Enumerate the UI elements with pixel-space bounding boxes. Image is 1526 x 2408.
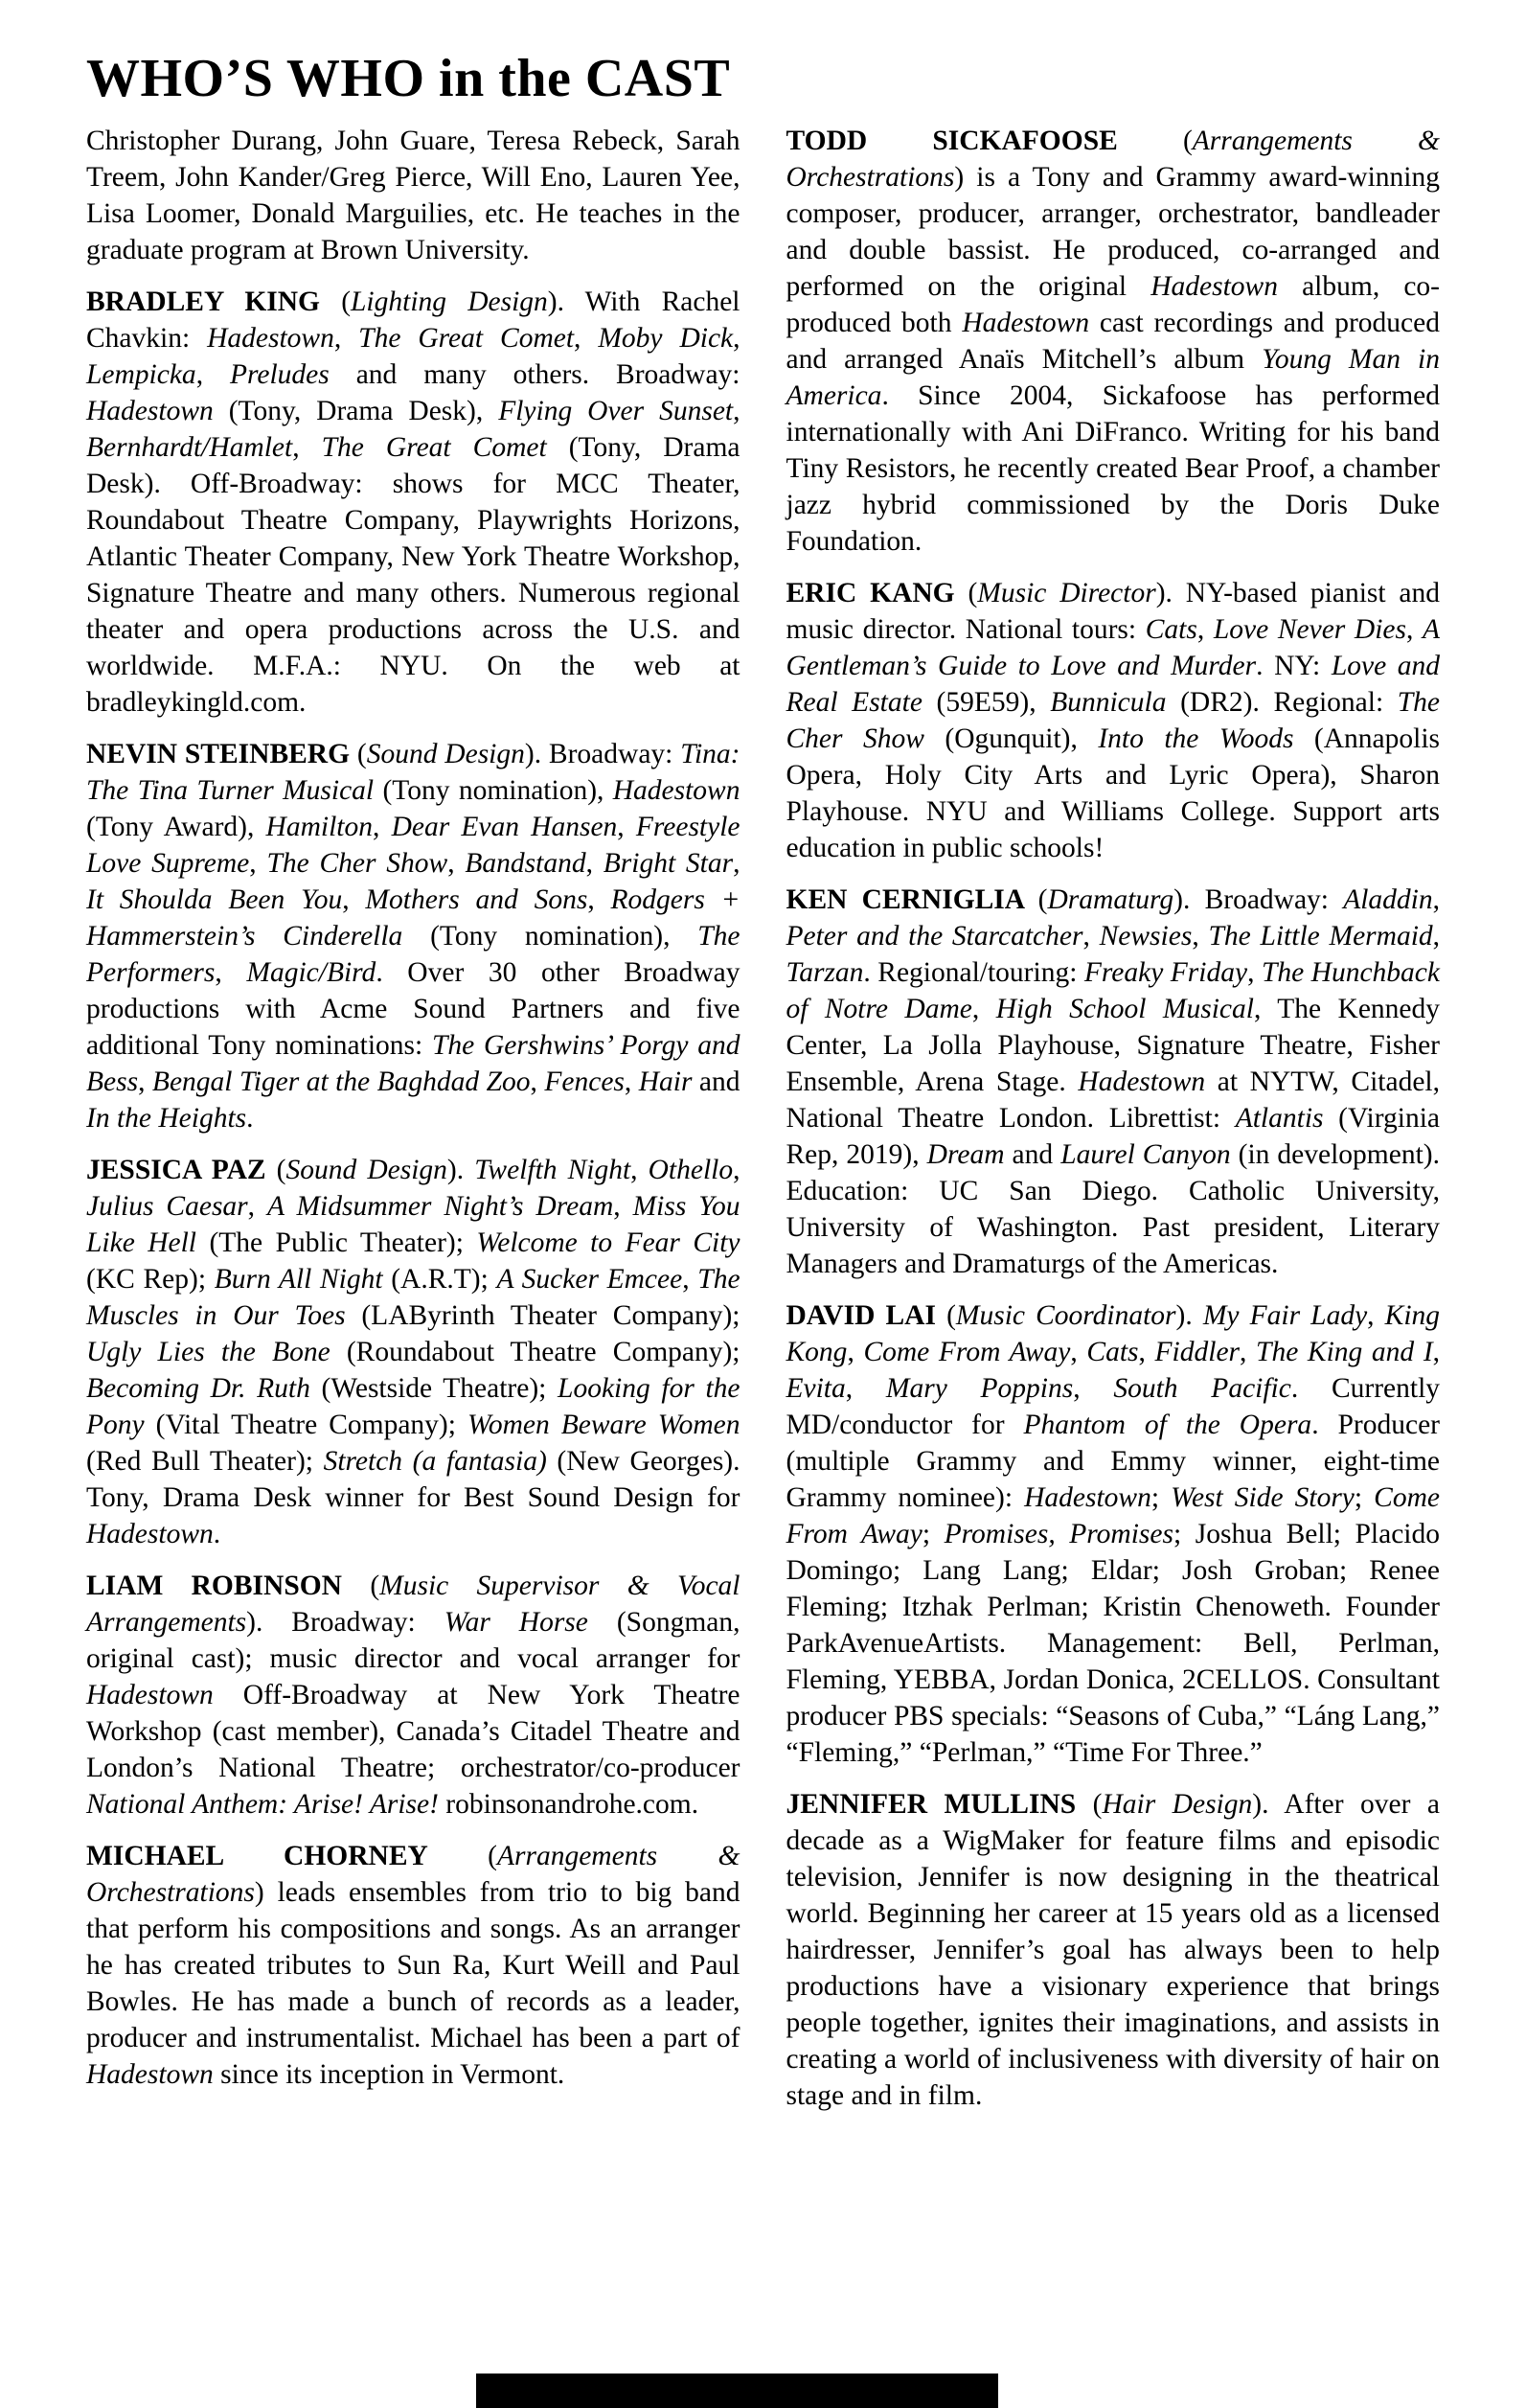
bio-text: , bbox=[1432, 884, 1440, 915]
work-title: Women Beware Women bbox=[467, 1410, 740, 1440]
work-title: Newsies bbox=[1099, 921, 1193, 952]
bio-paragraph bbox=[786, 123, 1441, 560]
bio-text: (Songman, original cast); music director and vocal arranger for bbox=[86, 1607, 740, 1674]
work-title: Aladdin bbox=[1343, 884, 1433, 915]
bio-text: and many others. Broadway: bbox=[329, 359, 740, 390]
bio-text: at NYTW, Citadel, National Theatre London. Librettist: bbox=[786, 1066, 1440, 1134]
bio-text: , bbox=[613, 1191, 633, 1222]
bio-text: ). bbox=[446, 1155, 475, 1185]
bio-text: , bbox=[138, 1066, 152, 1097]
bio-text: (DR2). Regional: bbox=[1166, 687, 1398, 718]
bio-text: , bbox=[1073, 1373, 1114, 1404]
bio-text: ). Broadway: bbox=[1173, 884, 1344, 915]
bio-text: . Producer (multiple Grammy and Emmy winner, eight-time Grammy nominee): bbox=[786, 1410, 1440, 1513]
bio-paragraph bbox=[786, 1297, 1441, 1771]
bio-text: (Virginia Rep, 2019), bbox=[786, 1103, 1440, 1170]
work-title: Hair Design bbox=[1102, 1789, 1253, 1820]
bio-text: (Roundabout Theatre Company); bbox=[330, 1337, 740, 1367]
work-title: Hadestown bbox=[86, 1519, 214, 1549]
work-title: The Gershwins’ Porgy and Bess bbox=[86, 1030, 740, 1097]
bio-text: (Tony, Drama Desk), bbox=[213, 396, 499, 426]
work-title: Bright Star bbox=[603, 848, 734, 879]
work-title: South Pacific bbox=[1113, 1373, 1291, 1404]
bio-text: (Tony nomination), bbox=[402, 921, 698, 952]
work-title: Fiddler bbox=[1154, 1337, 1241, 1367]
bio-text: ( bbox=[1037, 884, 1048, 915]
bio-text: (LAByrinth Theater Company); bbox=[345, 1300, 740, 1331]
work-title: Welcome to Fear City bbox=[476, 1227, 740, 1258]
work-title: Peter and the Starcatcher bbox=[786, 921, 1083, 952]
bio-text: ( bbox=[370, 1571, 380, 1601]
bio-text: (Tony nomination), bbox=[374, 775, 613, 806]
work-title: Mothers and Sons bbox=[365, 884, 588, 915]
work-title: Dramaturg bbox=[1047, 884, 1174, 915]
work-title: Miss You Like Hell bbox=[86, 1191, 740, 1258]
work-title: Becoming Dr. Ruth bbox=[86, 1373, 310, 1404]
bio-text: Off-Broadway at New York Theatre Workshop (cast member), Canada’s Citadel Theatre and London’s National Theatre; orchestrator/co-producer bbox=[86, 1680, 740, 1783]
work-title: Come From Away bbox=[786, 1482, 1440, 1549]
work-title: Hamilton bbox=[265, 812, 373, 842]
work-title: Young Man in America bbox=[786, 344, 1440, 411]
work-title: Stretch (a fantasia) bbox=[323, 1446, 547, 1477]
bio-text: Christopher Durang, John Guare, Teresa Rebeck, Sarah Treem, John Kander/Greg Pierce, Will Eno, Lauren Yee, Lisa Loomer, Donald Marguilies, etc. He teaches in the graduate program at Brown University. bbox=[86, 126, 740, 265]
bio-text: , bbox=[342, 884, 366, 915]
person-name: JENNIFER MULLINS bbox=[786, 1789, 1093, 1820]
work-title: Hadestown bbox=[86, 1680, 214, 1710]
work-title: Bunnicula bbox=[1050, 687, 1167, 718]
bio-text: , bbox=[1138, 1337, 1155, 1367]
work-title: Rodgers + Hammerstein’s Cinderella bbox=[86, 884, 740, 952]
bio-text: ). Broadway: bbox=[524, 739, 681, 769]
bio-text: ( bbox=[488, 1841, 497, 1871]
bio-text: ( bbox=[276, 1155, 286, 1185]
bio-text: , bbox=[530, 1066, 545, 1097]
work-title: The Great Comet bbox=[321, 432, 547, 463]
work-title: Into the Woods bbox=[1098, 723, 1294, 754]
work-title: The Cher Show bbox=[266, 848, 448, 879]
bio-text: , bbox=[1367, 1300, 1385, 1331]
bottom-black-bar bbox=[476, 2374, 998, 2408]
work-title: Preludes bbox=[229, 359, 330, 390]
bio-text: ) is a Tony and Grammy award-winning composer, producer, arranger, orchestrator, bandleader and double bassist. He produced, co-arranged and performed on the original bbox=[786, 162, 1440, 302]
work-title: Music Director bbox=[977, 578, 1156, 608]
work-title: Love and Real Estate bbox=[786, 651, 1441, 718]
bio-text: album, co-produced both bbox=[786, 271, 1441, 338]
work-title: Sound Design bbox=[285, 1155, 447, 1185]
bio-text: , bbox=[1432, 1337, 1441, 1367]
right-column bbox=[786, 123, 1441, 2129]
bio-text: , bbox=[1240, 1337, 1257, 1367]
bio-text: , bbox=[587, 884, 611, 915]
page-title: WHO’S WHO in the CAST bbox=[86, 49, 731, 108]
bio-text: (New Georges). Tony, Drama Desk winner for Best Sound Design for bbox=[86, 1446, 740, 1513]
work-title: Promises, Promises bbox=[944, 1519, 1173, 1549]
work-title: The Hunchback of Notre Dame bbox=[786, 957, 1440, 1024]
work-title: The King and I bbox=[1256, 1337, 1433, 1367]
bio-text: (A.R.T); bbox=[382, 1264, 497, 1295]
bio-text: , bbox=[630, 1155, 649, 1185]
bio-text: (Tony, Drama Desk). Off-Broadway: shows for MCC Theater, Roundabout Theatre Company, Playwrights Horizons, Atlantic Theater Company, New York Theatre Workshop, Signature Theatre and many others. Numerous regional theater and opera productions across the U.S. and worldwide. M.F.A.: NYU. On the web at bradleykingld.com. bbox=[86, 432, 740, 718]
bio-text: , bbox=[733, 848, 740, 879]
bio-text: (Tony Award), bbox=[86, 812, 266, 842]
bio-text: , bbox=[215, 957, 247, 988]
work-title: Hadestown bbox=[1024, 1482, 1151, 1513]
work-title: Julius Caesar bbox=[86, 1191, 248, 1222]
bio-text: . bbox=[213, 1519, 221, 1549]
bio-text: , bbox=[733, 1155, 740, 1185]
work-title: Dream bbox=[926, 1139, 1005, 1170]
work-title: Atlantis bbox=[1235, 1103, 1324, 1134]
bio-text: ). After over a decade as a WigMaker for feature films and episodic television, Jennifer is now designing in the theatrical world. Beginning her career at 15 years old as a licensed hairdresser, Jennifer’s goal has always been to help productions have a visionary experience that brings people together, ignites their imaginations, and assists in creating a world of inclusiveness with diversity of hair on stage and in film. bbox=[786, 1789, 1440, 2111]
work-title: The Muscles in Our Toes bbox=[86, 1264, 740, 1331]
work-title: Evita bbox=[786, 1373, 846, 1404]
bio-text: . bbox=[246, 1103, 254, 1134]
bio-text: ). bbox=[1175, 1300, 1203, 1331]
work-title: The Cher Show bbox=[786, 687, 1441, 754]
work-title: Come From Away bbox=[863, 1337, 1071, 1367]
work-title: The Little Mermaid bbox=[1208, 921, 1433, 952]
bio-text: , bbox=[574, 323, 599, 354]
bio-text: ; bbox=[1150, 1482, 1172, 1513]
bio-text: , bbox=[373, 812, 392, 842]
bio-paragraph bbox=[786, 1786, 1441, 2114]
work-title: Love Never Dies bbox=[1213, 614, 1406, 645]
bio-text: , bbox=[247, 1191, 268, 1222]
bio-paragraph bbox=[86, 1152, 740, 1552]
work-title: Freestyle Love Supreme bbox=[86, 812, 740, 879]
bio-text: (The Public Theater); bbox=[196, 1227, 477, 1258]
bio-text: , The Kennedy Center, La Jolla Playhouse, Signature Theatre, Fisher Ensemble, Arena Stage. bbox=[786, 994, 1441, 1097]
person-name: JESSICA PAZ bbox=[86, 1155, 277, 1185]
work-title: Music Coordinator bbox=[955, 1300, 1176, 1331]
work-title: Othello bbox=[648, 1155, 734, 1185]
work-title: Lempicka bbox=[86, 359, 196, 390]
bio-text: (Ogunquit), bbox=[923, 723, 1099, 754]
work-title: Twelfth Night bbox=[474, 1155, 631, 1185]
work-title: King Kong bbox=[786, 1300, 1441, 1367]
work-title: National Anthem: Arise! Arise! bbox=[86, 1789, 439, 1820]
work-title: Freaky Friday bbox=[1083, 957, 1248, 988]
bio-text: (Westside Theatre); bbox=[309, 1373, 558, 1404]
work-title: War Horse bbox=[444, 1607, 588, 1638]
bio-text: and bbox=[692, 1066, 740, 1097]
bio-text: , bbox=[1192, 921, 1209, 952]
bio-text: ( bbox=[341, 287, 352, 317]
person-name: ERIC KANG bbox=[786, 578, 968, 608]
work-title: Laurel Canyon bbox=[1060, 1139, 1231, 1170]
work-title: In the Heights bbox=[86, 1103, 247, 1134]
person-name: KEN CERNIGLIA bbox=[786, 884, 1038, 915]
bio-text: , bbox=[249, 848, 267, 879]
work-title: Music Supervisor & Vocal Arrangements bbox=[86, 1571, 740, 1638]
bio-text: ; bbox=[922, 1519, 945, 1549]
bio-text: since its inception in Vermont. bbox=[213, 2059, 565, 2090]
work-title: Bandstand bbox=[465, 848, 586, 879]
work-title: The Performers bbox=[86, 921, 740, 988]
person-name: DAVID LAI bbox=[786, 1300, 947, 1331]
work-title: Sound Design bbox=[366, 739, 525, 769]
bio-text: ). With Rachel Chavkin: bbox=[86, 287, 740, 354]
work-title: High School Musical bbox=[995, 994, 1254, 1024]
bio-text: ( bbox=[968, 578, 978, 608]
bio-paragraph bbox=[786, 882, 1441, 1282]
work-title: Dear Evan Hansen bbox=[391, 812, 618, 842]
bio-text: , bbox=[1405, 614, 1423, 645]
bio-text: , bbox=[971, 994, 996, 1024]
bio-text: (Annapolis Opera, Holy City Arts and Lyric Opera), Sharon Playhouse. NYU and Williams College. Support arts education in public schools! bbox=[786, 723, 1441, 863]
work-title: A Midsummer Night’s Dream bbox=[267, 1191, 614, 1222]
work-title: Hadestown bbox=[86, 2059, 214, 2090]
bio-paragraph bbox=[86, 736, 740, 1136]
bio-text: (in development). Education: UC San Diego. Catholic University, University of Washington. Past president, Literary Managers and Dramaturgs of the Americas. bbox=[786, 1139, 1440, 1279]
bio-text: cast recordings and produced and arranged Anaïs Mitchell’s album bbox=[786, 308, 1440, 375]
bio-text: , bbox=[845, 1373, 886, 1404]
bio-text: , bbox=[292, 432, 322, 463]
work-title: Ugly Lies the Bone bbox=[86, 1337, 330, 1367]
work-title: Cats bbox=[1086, 1337, 1139, 1367]
work-title: My Fair Lady bbox=[1202, 1300, 1368, 1331]
work-title: Arrangements & Orchestrations bbox=[86, 1841, 740, 1908]
bio-paragraph bbox=[86, 284, 740, 721]
work-title: Magic/Bird bbox=[246, 957, 376, 988]
bio-text: , bbox=[447, 848, 466, 879]
work-title: Lighting Design bbox=[351, 287, 548, 317]
bio-text: , bbox=[1432, 921, 1441, 952]
work-title: The Great Comet bbox=[358, 323, 575, 354]
work-title: Hadestown bbox=[612, 775, 740, 806]
bio-text: , bbox=[682, 1264, 698, 1295]
left-column bbox=[86, 123, 740, 2129]
work-title: Hair bbox=[638, 1066, 693, 1097]
bio-text: ( bbox=[1182, 126, 1193, 156]
work-title: Burn All Night bbox=[214, 1264, 383, 1295]
bio-text: ; bbox=[1354, 1482, 1375, 1513]
bio-text: ( bbox=[946, 1300, 956, 1331]
bio-text: , bbox=[624, 1066, 639, 1097]
bio-text: ) leads ensembles from trio to big band that perform his compositions and songs. As an arranger he has created tributes to Sun Ra, Kurt Weill and Paul Bowles. He has made a bunch of records as a leader, producer and instrumentalist. Michael has been a part of bbox=[86, 1877, 740, 2053]
person-name: MICHAEL CHORNEY bbox=[86, 1841, 489, 1871]
bio-paragraph bbox=[86, 1568, 740, 1823]
work-title: Arrangements & Orchestrations bbox=[786, 126, 1441, 193]
bio-text: , bbox=[1196, 614, 1214, 645]
work-title: Flying Over Sunset bbox=[498, 396, 734, 426]
bio-text: (59E59), bbox=[922, 687, 1051, 718]
work-title: Hadestown bbox=[86, 396, 214, 426]
work-title: Bernhardt/Hamlet bbox=[86, 432, 293, 463]
work-title: Fences bbox=[544, 1066, 625, 1097]
bio-text: . NY: bbox=[1256, 651, 1332, 681]
work-title: Tarzan bbox=[786, 957, 864, 988]
bio-paragraph bbox=[786, 575, 1441, 866]
work-title: Hadestown bbox=[962, 308, 1090, 338]
work-title: Cats bbox=[1145, 614, 1197, 645]
bio-text: . Since 2004, Sickafoose has performed internationally with Ani DiFranco. Writing for his band Tiny Resistors, he recently created Bear Proof, a chamber jazz hybrid commissioned by the Doris Duke Foundation. bbox=[786, 380, 1440, 557]
bio-paragraph bbox=[86, 123, 740, 268]
bio-text: (Red Bull Theater); bbox=[86, 1446, 324, 1477]
two-column-layout bbox=[86, 123, 1440, 2129]
work-title: Phantom of the Opera bbox=[1023, 1410, 1312, 1440]
bio-text: . Regional/touring: bbox=[863, 957, 1084, 988]
bio-text: ( bbox=[356, 739, 367, 769]
work-title: Looking for the Pony bbox=[86, 1373, 740, 1440]
bio-text: . Currently MD/conductor for bbox=[786, 1373, 1441, 1440]
bio-text: (Vital Theatre Company); bbox=[144, 1410, 467, 1440]
work-title: Hadestown bbox=[207, 323, 334, 354]
bio-text: (KC Rep); bbox=[86, 1264, 215, 1295]
person-name: NEVIN STEINBERG bbox=[86, 739, 357, 769]
person-name: TODD SICKAFOOSE bbox=[786, 126, 1183, 156]
bio-text: , bbox=[847, 1337, 864, 1367]
work-title: Moby Dick bbox=[598, 323, 734, 354]
work-title: Hadestown bbox=[1078, 1066, 1206, 1097]
bio-text: , bbox=[1247, 957, 1262, 988]
work-title: West Side Story bbox=[1171, 1482, 1355, 1513]
bio-text: robinsonandrohe.com. bbox=[438, 1789, 699, 1820]
bio-text: , bbox=[1070, 1337, 1087, 1367]
work-title: It Shoulda Been You bbox=[86, 884, 343, 915]
bio-text: ( bbox=[1092, 1789, 1103, 1820]
bio-text: ; Joshua Bell; Placido Domingo; Lang Lang; Eldar; Josh Groban; Renee Fleming; Itzhak Perlman; Kristin Chenoweth. Founder ParkAvenueArtists. Management: Bell, Perlman, Fleming, YEBBA, Jordan Donica, 2CELLOS. Consultant producer PBS specials: “Seasons of Cuba,” “Láng Lang,” “Fleming,” “Perlman,” “Time For Three.” bbox=[786, 1519, 1440, 1768]
work-title: Bengal Tiger at the Baghdad Zoo bbox=[151, 1066, 531, 1097]
work-title: Hadestown bbox=[1150, 271, 1278, 302]
bio-text: , bbox=[195, 359, 230, 390]
bio-text: , bbox=[1082, 921, 1100, 952]
work-title: Tina: The Tina Turner Musical bbox=[86, 739, 740, 806]
bio-text: , bbox=[333, 323, 359, 354]
bio-text: , bbox=[733, 323, 740, 354]
work-title: A Sucker Emcee bbox=[496, 1264, 683, 1295]
bio-text: , bbox=[617, 812, 636, 842]
bio-text: ). NY-based pianist and music director. National tours: bbox=[786, 578, 1440, 645]
bio-text: , bbox=[733, 396, 740, 426]
work-title: A Gentleman’s Guide to Love and Murder bbox=[786, 614, 1441, 681]
person-name: LIAM ROBINSON bbox=[86, 1571, 371, 1601]
person-name: BRADLEY KING bbox=[86, 287, 342, 317]
bio-text: and bbox=[1004, 1139, 1061, 1170]
work-title: Mary Poppins bbox=[885, 1373, 1074, 1404]
bio-text: , bbox=[585, 848, 604, 879]
bio-text: . Over 30 other Broadway productions with Acme Sound Partners and five additional Tony nominations: bbox=[86, 957, 740, 1061]
bio-text: ). Broadway: bbox=[246, 1607, 444, 1638]
bio-paragraph bbox=[86, 1838, 740, 2093]
